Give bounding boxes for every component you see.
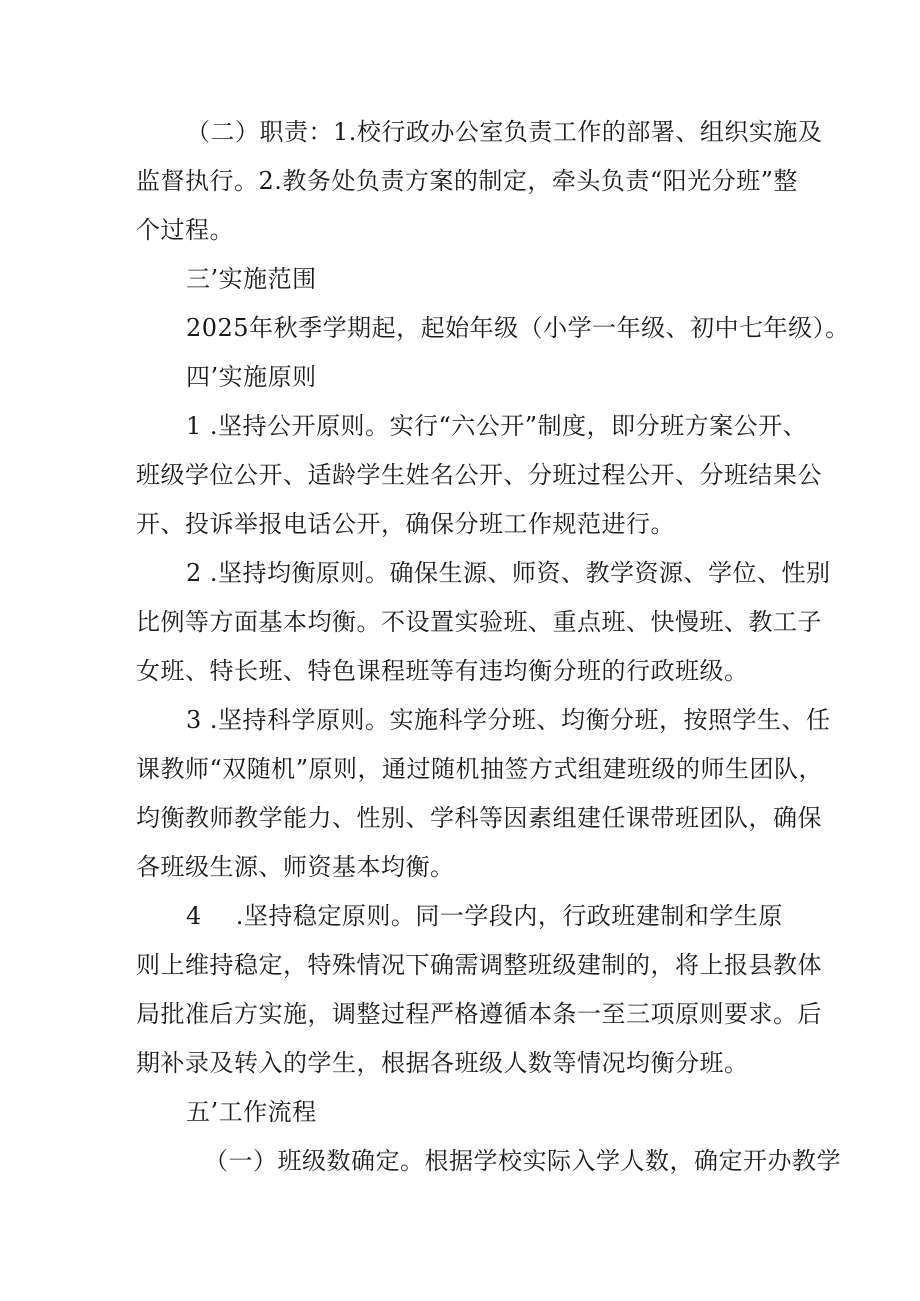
paragraph-duties-line-3: 个过程。 <box>136 216 234 244</box>
section-heading-workflow: 五’工作流程 <box>186 1098 317 1126</box>
principle-1-line-3: 开、投诉举报电话公开，确保分班工作规范进行。 <box>136 510 675 538</box>
principle-1-line-1: 1 .坚持公开原则。实行“六公开”制度，即分班方案公开、 <box>186 412 808 440</box>
paragraph-duties-line-2: 监督执行。2.教务处负责方案的制定，牵头负责“阳光分班”整 <box>136 167 798 195</box>
principle-4-number: 4 <box>186 902 202 930</box>
paragraph-duties-line-1: （二）职责：1.校行政办公室负责工作的部署、组织实施及 <box>186 118 823 146</box>
principle-4-line-1 <box>186 900 866 932</box>
principle-3-line-2: 课教师“双随机”原则，通过随机抽签方式组建班级的师生团队， <box>136 755 824 783</box>
principle-2-line-3: 女班、特长班、特色课程班等有违均衡分班的行政班级。 <box>136 657 749 685</box>
principle-2-line-1: 2 .坚持均衡原则。确保生源、师资、教学资源、学位、性别 <box>186 559 831 587</box>
section-heading-scope: 三’实施范围 <box>186 265 317 293</box>
principle-1-line-2: 班级学位公开、适龄学生姓名公开、分班过程公开、分班结果公 <box>136 461 822 489</box>
principle-3-line-1: 3 .坚持科学原则。实施科学分班、均衡分班，按照学生、任 <box>186 706 831 734</box>
principle-3-line-4: 各班级生源、师资基本均衡。 <box>136 853 455 881</box>
principle-4-line-2: 则上维持稳定，特殊情况下确需调整班级建制的，将上报县教体 <box>136 951 822 979</box>
principle-2-line-2: 比例等方面基本均衡。不设置实验班、重点班、快慢班、教工子 <box>136 608 822 636</box>
principle-3-line-3: 均衡教师教学能力、性别、学科等因素组建任课带班团队，确保 <box>136 804 822 832</box>
principle-4-line-3: 局批准后方实施，调整过程严格遵循本条一至三项原则要求。后 <box>136 1000 822 1028</box>
paragraph-scope: 2025年秋季学期起，起始年级（小学一年级、初中七年级）。 <box>186 314 850 342</box>
section-heading-principles: 四’实施原则 <box>186 363 317 391</box>
principle-4-line-4: 期补录及转入的学生，根据各班级人数等情况均衡分班。 <box>136 1049 749 1077</box>
workflow-line-1: （一）班级数确定。根据学校实际入学人数，确定开办教学 <box>204 1147 841 1175</box>
principle-4-text: .坚持稳定原则。同一学段内，行政班建制和学生原 <box>235 902 783 930</box>
